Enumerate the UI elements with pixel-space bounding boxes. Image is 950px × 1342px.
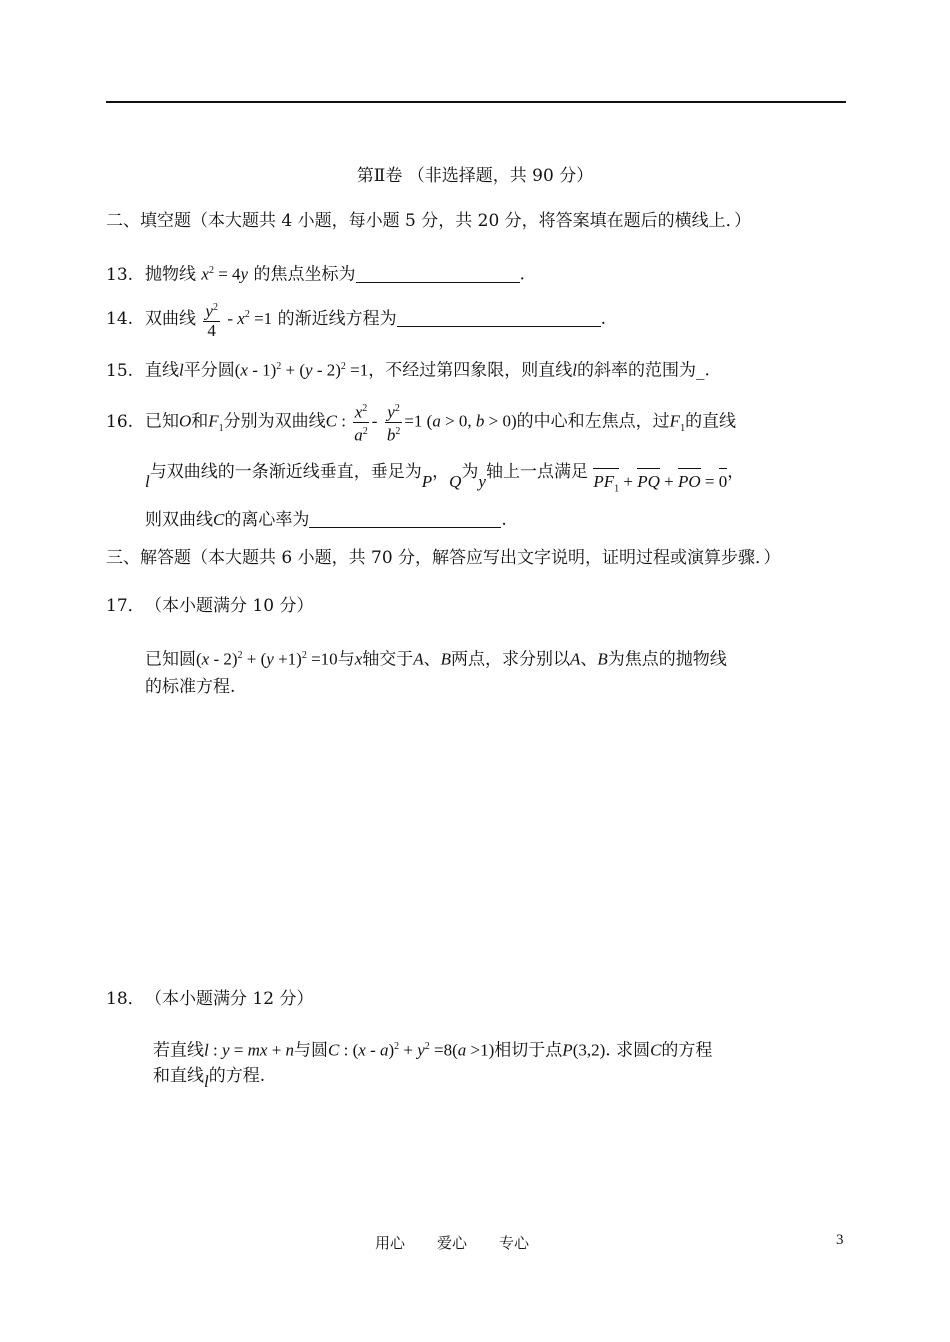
section-title: 第Ⅱ卷 （非选择题，共 90 分） (356, 166, 594, 186)
question-number: 16. (106, 411, 134, 432)
question-number: 13. (106, 264, 134, 285)
question-number: 15. (106, 360, 134, 381)
question-number: 17． (106, 596, 145, 616)
question-15: 15. 直线l平分圆(x - 1)$^2$ + (y - 2)$^2$ =1，不经过第四象限，则直线l的斜率的范围为_. (106, 360, 710, 381)
part2-heading: 二、填空题（本大题共 4 小题，每小题 5 分，共 20 分，将答案填在题后的横线上．） (106, 211, 752, 231)
page-number: 3 (836, 1232, 844, 1248)
header-rule (106, 101, 846, 103)
question-number: 18． (106, 989, 145, 1009)
question-17-body: 已知圆$(x - 2)^2 + (y +1)^2 =10$与x轴交于A、B两点，求分别以A、B为焦点的抛物线 (145, 649, 727, 670)
question-14: 14. 双曲线 $\frac{y^2}{4}$ - $x^2 =1$ 的渐近线方程为 . (106, 299, 606, 340)
footer-motto: 用心 爱心 专心 (375, 1234, 530, 1252)
question-16: 16. 已知O和$F_1$分别为双曲线C : $\frac{x^2}{a^2}$ - $\frac{y^2}{b^2}$ =1 (a > 0, b > 0)的中心和左焦点，过$F_1$的直线 (106, 400, 736, 444)
answer-blank[interactable] (356, 264, 520, 283)
answer-blank[interactable] (397, 308, 601, 327)
question-number: 14. (106, 308, 134, 329)
question-17-header: 17．（本小题满分 10 分） (106, 596, 314, 616)
question-18-body-2: 和直线l的方程. (153, 1066, 266, 1091)
question-16-line-2: l与双曲线的一条渐近线垂直，垂足为P，Q为y轴上一点满足 $PF_1$ + PQ + PO = 0， (145, 456, 744, 491)
question-18-body: 若直线l : y = mx + n与圆C : $(x - a)^2 + y^2 =8(a >1)$相切于点P(3,2). 求圆C的方程 (153, 1040, 713, 1061)
answer-blank[interactable] (309, 509, 501, 528)
question-13: 13. 抛物线 $x^2 = 4y$ 的焦点坐标为 . (106, 264, 525, 285)
question-18-header: 18．（本小题满分 12 分） (106, 989, 314, 1009)
question-17-body-2: 的标准方程. (145, 677, 236, 697)
part3-heading: 三、解答题（本大题共 6 小题，共 70 分，解答应写出文字说明，证明过程或演算步骤．） (106, 548, 781, 568)
question-16-line-3: 则双曲线C的离心率为 . (145, 510, 507, 530)
